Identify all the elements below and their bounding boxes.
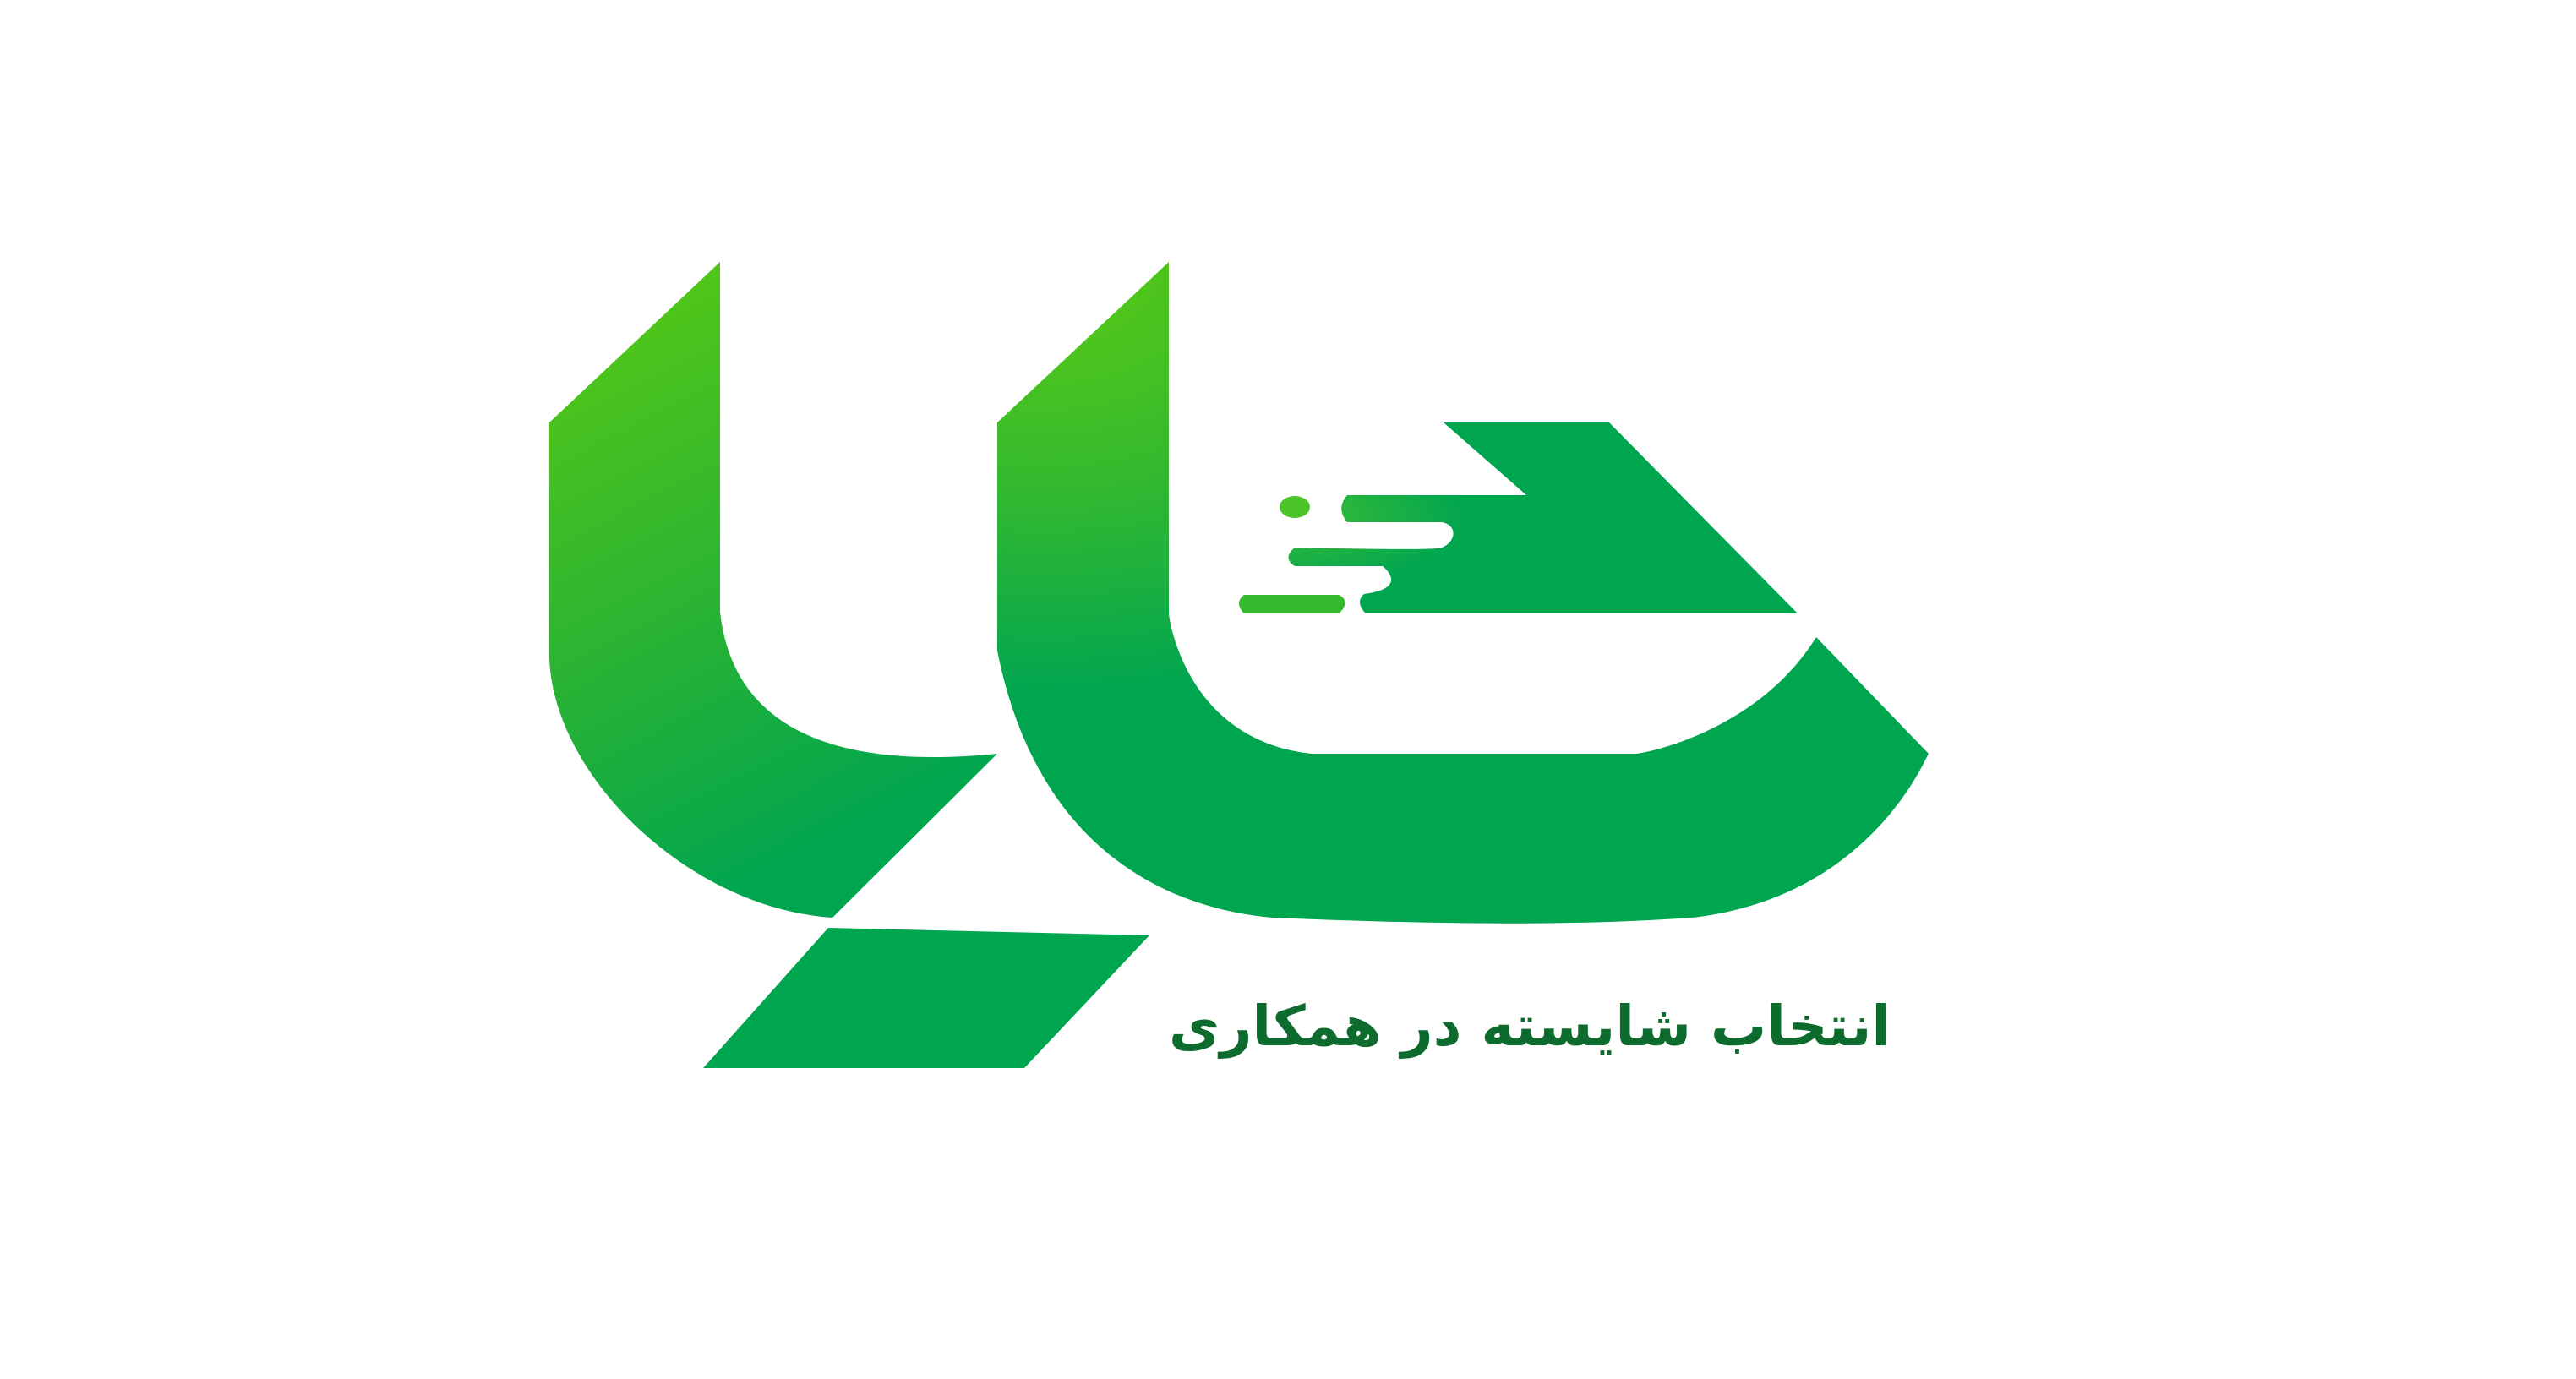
logo-bottom-bar — [703, 928, 1149, 1068]
logo-wing-shape — [1289, 422, 1798, 613]
brand-tagline: انتخاب شایسته در همکاری — [1168, 994, 1891, 1059]
logo-dot — [1280, 496, 1310, 518]
logo-small-bar — [1239, 595, 1345, 613]
logo-left-stroke — [549, 262, 997, 918]
